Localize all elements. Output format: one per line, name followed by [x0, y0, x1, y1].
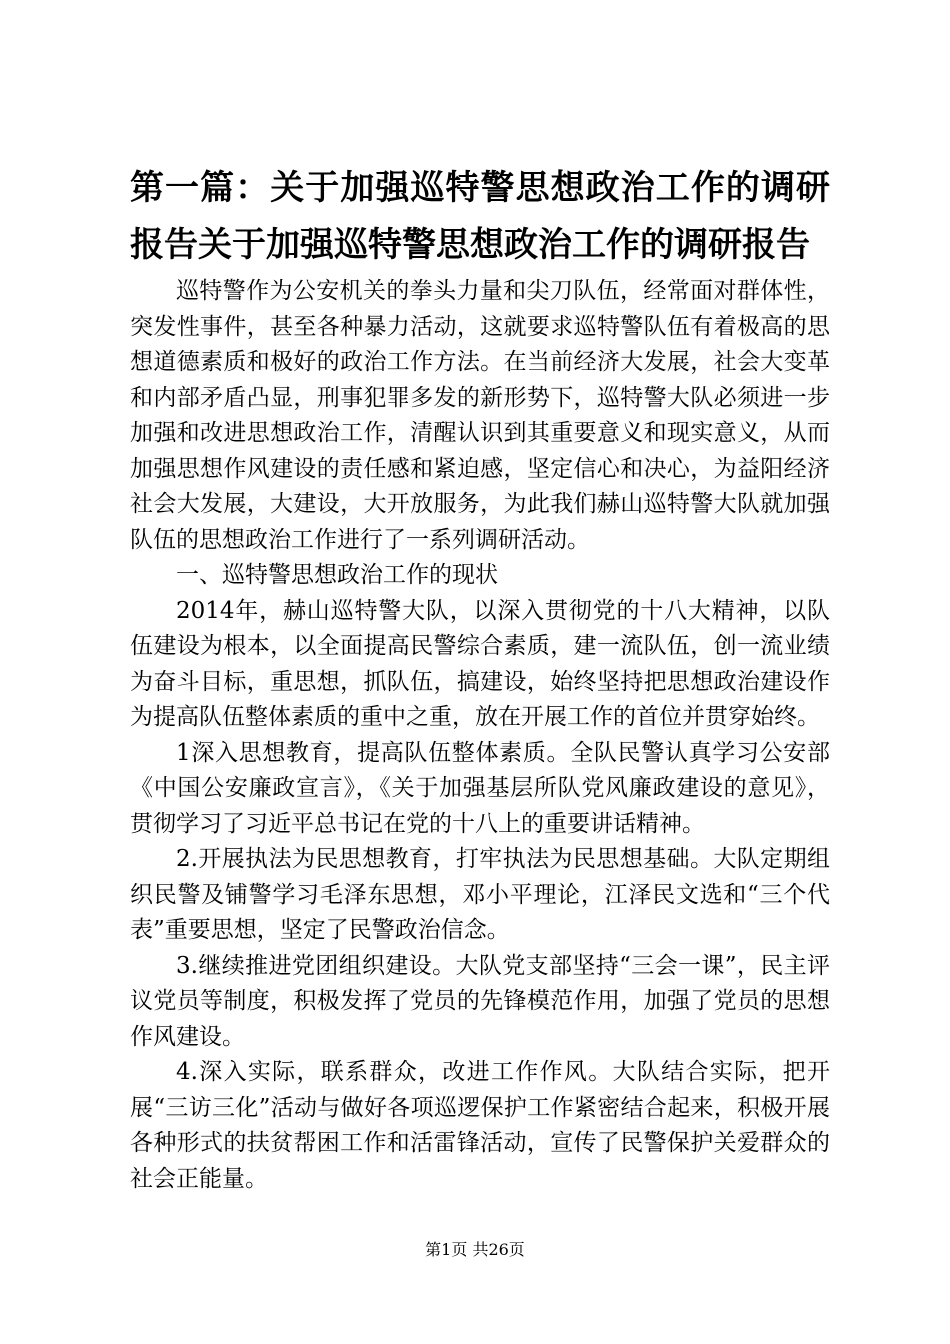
paragraph-item-3: 3.继续推进党团组织建设。大队党支部坚持“三会一课”，民主评议党员等制度，积极发挥了党员的先锋模范作用，加强了党员的思想作风建设。 — [130, 952, 830, 1050]
paragraph-item-1: 1深入思想教育，提高队伍整体素质。全队民警认真学习公安部《中国公安廉政宣言》，《关于加强基层所队党风廉政建设的意见》，贯彻学习了习近平总书记在党的十八上的重要讲话精神。 — [130, 739, 830, 837]
paragraph-item-4: 4.深入实际，联系群众，改进工作作风。大队结合实际，把开展“三访三化”活动与做好各项巡逻保护工作紧密结合起来，积极开展各种形式的扶贫帮困工作和活雷锋活动，宣传了民警保护关爱群众的社会正能量。 — [130, 1059, 830, 1192]
paragraph-intro: 巡特警作为公安机关的拳头力量和尖刀队伍，经常面对群体性，突发性事件，甚至各种暴力活动，这就要求巡特警队伍有着极高的思想道德素质和极好的政治工作方法。在当前经济大发展，社会大变革和内部矛盾凸显，刑事犯罪多发的新形势下，巡特警大队必须进一步加强和改进思想政治工作，清醒认识到其重要意义和现实意义，从而加强思想作风建设的责任感和紧迫感，坚定信心和决心，为益阳经济社会大发展，大建设，大开放服务，为此我们赫山巡特警大队就加强队伍的思想政治工作进行了一系列调研活动。 — [130, 278, 830, 553]
document-title: 第一篇：关于加强巡特警思想政治工作的调研报告关于加强巡特警思想政治工作的调研报告 — [130, 168, 830, 265]
page-footer: 第1页 共26页 — [425, 1240, 525, 1259]
paragraph-2014: 2014年，赫山巡特警大队，以深入贯彻党的十八大精神，以队伍建设为根本，以全面提高民警综合素质，建一流队伍，创一流业绩为奋斗目标，重思想，抓队伍，搞建设，始终坚持把思想政治建设作为提高队伍整体素质的重中之重，放在开展工作的首位并贯穿始终。 — [130, 597, 830, 730]
document-content — [130, 160, 830, 1197]
section-heading-status: 一、巡特警思想政治工作的现状 — [176, 562, 498, 588]
paragraph-item-2: 2.开展执法为民思想教育，打牢执法为民思想基础。大队定期组织民警及铺警学习毛泽东思想，邓小平理论，江泽民文选和“三个代表”重要思想，坚定了民警政治信念。 — [130, 846, 830, 943]
